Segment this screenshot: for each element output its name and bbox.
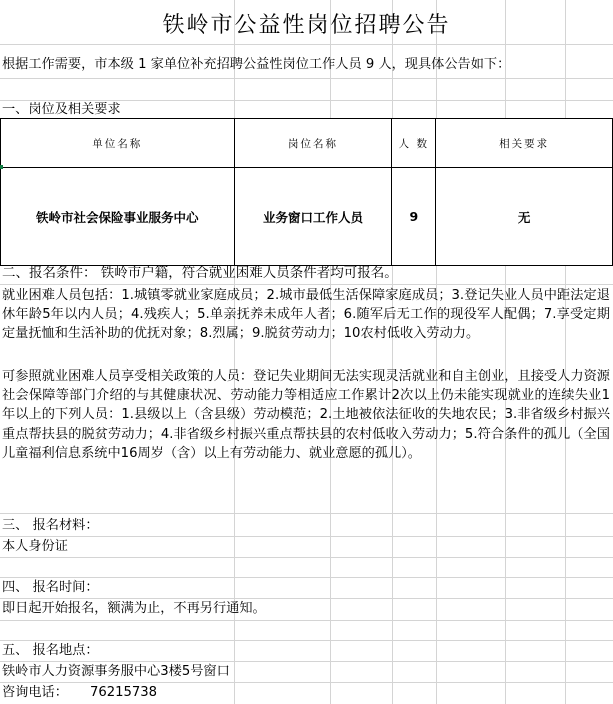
grid-line xyxy=(0,78,613,79)
section-heading-time[interactable]: 四、 报名时间： xyxy=(2,580,99,595)
table-header-row xyxy=(1,119,613,168)
header-cell-count[interactable]: 人 数 xyxy=(392,119,436,168)
table-row xyxy=(1,168,613,266)
phone-line xyxy=(2,683,157,702)
phone-label[interactable]: 咨询电话： xyxy=(2,685,68,700)
grid-line xyxy=(0,44,613,45)
cell-requirements[interactable]: 无 xyxy=(436,168,613,266)
grid-line xyxy=(0,620,613,621)
grid-line xyxy=(0,284,613,285)
cell-headcount[interactable]: 9 xyxy=(392,168,436,266)
eligibility-paragraph-1[interactable]: 就业困难人员包括：1.城镇零就业家庭成员；2.城市最低生活保障家庭成员；3.登记失业人员中距法定退休年龄5年以内人员；4.残疾人；5.单亲抚养未成年人者；6.随军后无工作的现役军人配偶；7.享受定期定量抚恤和生活补助的优抚对象；8.烈属；9.脱贫劳动力；10农村低收入劳动力。 xyxy=(2,288,610,342)
materials-text[interactable]: 本人身份证 xyxy=(2,539,68,554)
cell-position-name[interactable]: 业务窗口工作人员 xyxy=(234,168,392,266)
section-heading-eligibility[interactable]: 二、报名条件： 铁岭市户籍，符合就业困难人员条件者均可报名。 xyxy=(2,265,398,281)
cell-comment-marker xyxy=(0,165,3,169)
location-text[interactable]: 铁岭市人力资源事务服中心3楼5号窗口 xyxy=(2,664,230,679)
header-cell-unit[interactable]: 单位名称 xyxy=(1,119,235,168)
grid-line xyxy=(0,557,613,558)
header-cell-requirements[interactable]: 相关要求 xyxy=(436,119,613,168)
grid-line xyxy=(0,536,613,537)
page-title: 铁岭市公益性岗位招聘公告 xyxy=(162,13,451,38)
positions-table xyxy=(0,118,613,266)
time-text[interactable]: 即日起开始报名，额满为止，不再另行通知。 xyxy=(2,601,266,616)
section-heading-materials[interactable]: 三、 报名材料： xyxy=(2,518,99,533)
header-cell-position[interactable]: 岗位名称 xyxy=(234,119,392,168)
grid-line xyxy=(0,513,613,514)
eligibility-paragraph-2[interactable]: 可参照就业困难人员享受相关政策的人员：登记失业期间无法实现灵活就业和自主创业，且接受人力资源社会保障等部门介绍的与其健康状况、劳动能力等相适应工作累计2次以上仍未能实现就业的连续失业1年以上的下列人员：1.县级以上（含县级）劳动模范；2.土地被依法征收的失地农民；3.非省级乡村振兴重点帮扶县的脱贫劳动力；4.非省级乡村振兴重点帮扶县的农村低收入劳动力；5.符合条件的孤儿（全国儿童福利信息系统中16周岁（含）以上有劳动能力、就业意愿的孤儿）。 xyxy=(2,369,610,461)
phone-number[interactable]: 76215738 xyxy=(89,685,158,700)
section-heading-positions[interactable]: 一、岗位及相关要求 xyxy=(2,102,121,117)
section-heading-location[interactable]: 五、 报名地点： xyxy=(2,643,99,658)
intro-text[interactable]: 根据工作需要，市本级 1 家单位补充招聘公益性岗位工作人员 9 人，现具体公告如下： xyxy=(2,57,511,72)
cell-unit-name[interactable]: 铁岭市社会保险事业服务中心 xyxy=(1,168,235,266)
